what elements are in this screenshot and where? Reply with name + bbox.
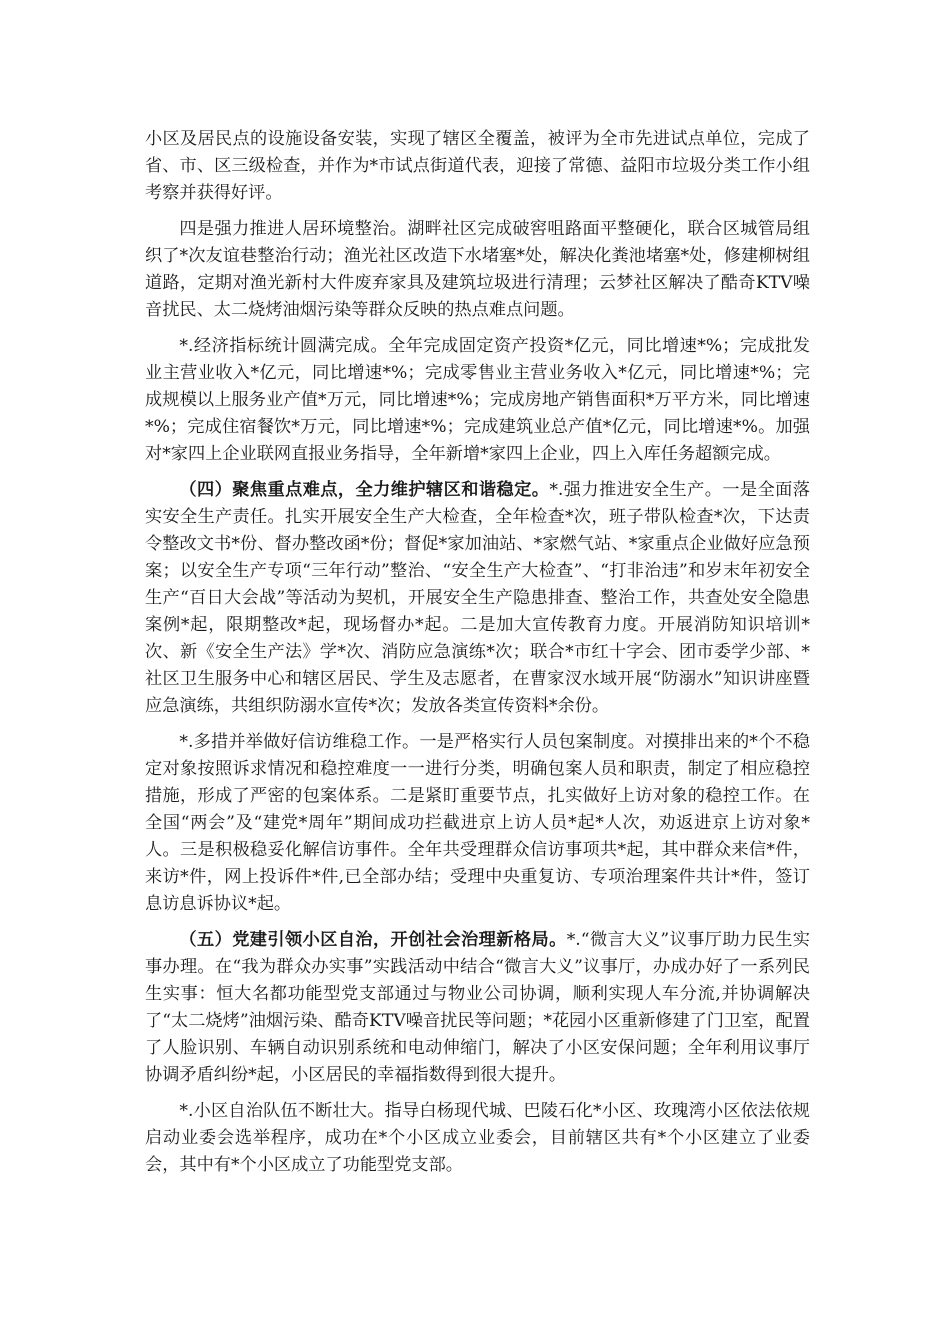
- paragraph-text: *.小区自治队伍不断壮大。指导白杨现代城、巴陵石化*小区、玫瑰湾小区依法依规启动业委会选举程序，成功在*个小区成立业委会，目前辖区共有*个小区建立了业委会，其中有*个小区成立了功能型党支部。: [145, 1101, 810, 1175]
- document-page: [145, 126, 810, 1188]
- paragraph-section-five: [145, 927, 810, 1089]
- section-heading: （五）党建引领小区自治，开创社会治理新格局。: [179, 930, 567, 950]
- paragraph-economic-indicators: [145, 333, 810, 468]
- paragraph-section-four: [145, 477, 810, 720]
- paragraph-petition-stability: [145, 729, 810, 918]
- section-heading: （四）聚焦重点难点，全力维护辖区和谐稳定。: [179, 480, 550, 500]
- paragraph-community-self-governance: [145, 1098, 810, 1179]
- paragraph-text: *.多措并举做好信访维稳工作。一是严格实行人员包案制度。对摸排出来的*个不稳定对象按照诉求情况和稳控难度一一进行分类，明确包案人员和职责，制定了相应稳控措施，形成了严密的包案体系。二是紧盯重要节点，扎实做好上访对象的稳控工作。在全国“两会”及“建党*周年”期间成功拦截进京上访人员*起*人次，劝返进京上访对象*人。三是积极稳妥化解信访事件。全年共受理群众信访事项共*起，其中群众来信*件，来访*件，网上投诉件*件,已全部办结；受理中央重复访、专项治理案件共计*件，签订息访息诉协议*起。: [145, 732, 810, 914]
- paragraph-waste-sorting: [145, 126, 810, 207]
- paragraph-text: *.经济指标统计圆满完成。全年完成固定资产投资*亿元，同比增速*%；完成批发业主营业收入*亿元，同比增速*%；完成零售业主营业务收入*亿元，同比增速*%；完成规模以上服务业产值*万元，同比增速*%；完成房地产销售面积*万平方米，同比增速*%；完成住宿餐饮*万元，同比增速*%；完成建筑业总产值*亿元，同比增速*%。加强对*家四上企业联网直报业务指导，全年新增*家四上企业，四上入库任务超额完成。: [145, 336, 810, 464]
- paragraph-text: *.“微言大义”议事厅助力民生实事办理。在“我为群众办实事”实践活动中结合“微言大义”议事厅，办成办好了一系列民生实事：恒大名都功能型党支部通过与物业公司协调，顺利实现人车分流,并协调解决了“太二烧烤”油烟污染、酷奇KTV噪音扰民等问题；*花园小区重新修建了门卫室，配置了人脸识别、车辆自动识别系统和电动伸缩门，解决了小区安保问题；全年利用议事厅协调矛盾纠纷*起，小区居民的幸福指数得到很大提升。: [145, 930, 810, 1085]
- paragraph-text: 小区及居民点的设施设备安装，实现了辖区全覆盖，被评为全市先进试点单位，完成了省、市、区三级检查，并作为*市试点街道代表，迎接了常德、益阳市垃圾分类工作小组考察并获得好评。: [145, 129, 810, 203]
- paragraph-living-environment: [145, 216, 810, 324]
- paragraph-text: 四是强力推进人居环境整治。湖畔社区完成破窖咀路面平整硬化，联合区城管局组织了*次友谊巷整治行动；渔光社区改造下水堵塞*处，解决化粪池堵塞*处，修建柳树组道路，定期对渔光新村大件废弃家具及建筑垃圾进行清理；云梦社区解决了酷奇KTV噪音扰民、太二烧烤油烟污染等群众反映的热点难点问题。: [145, 219, 810, 320]
- paragraph-text: *.强力推进安全生产。一是全面落实安全生产责任。扎实开展安全生产大检查，全年检查*次，班子带队检查*次，下达责令整改文书*份、督办整改函*份；督促*家加油站、*家燃气站、*家重点企业做好应急预案；以安全生产专项“三年行动”整治、“安全生产大检查”、“打非治违”和岁末年初安全生产“百日大会战”等活动为契机，开展安全生产隐患排查、整治工作，共查处安全隐患案例*起，限期整改*起，现场督办*起。二是加大宣传教育力度。开展消防知识培训*次、新《安全生产法》学*次、消防应急演练*次；联合*市红十字会、团市委学少部、*社区卫生服务中心和辖区居民、学生及志愿者，在曹家汊水域开展“防溺水”知识讲座暨应急演练，共组织防溺水宣传*次；发放各类宣传资料*余份。: [145, 480, 810, 716]
